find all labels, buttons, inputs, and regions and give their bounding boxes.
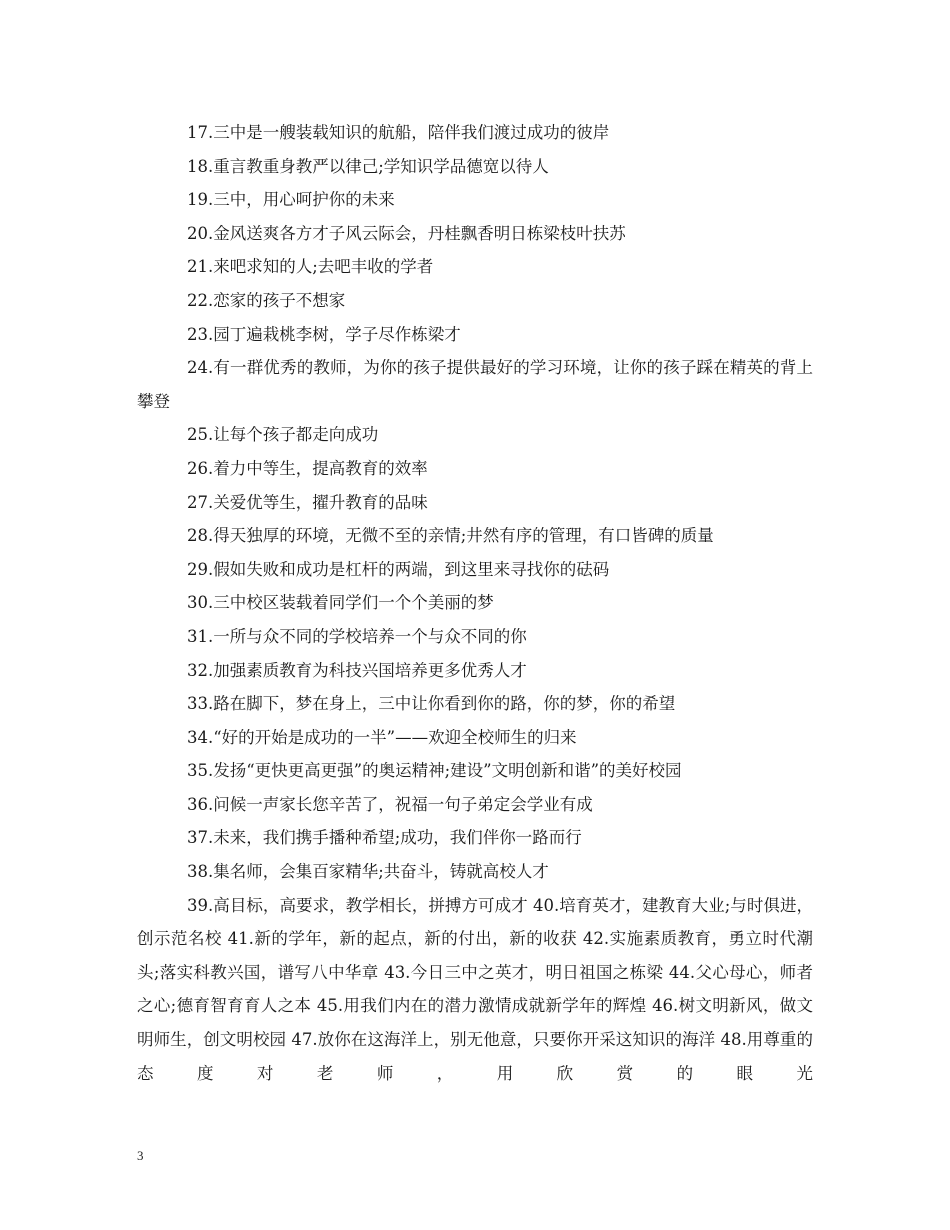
- slogan-item-17: 17.三中是一艘装载知识的航船，陪伴我们渡过成功的彼岸: [187, 123, 610, 142]
- slogan-item-21: 21.来吧求知的人;去吧丰收的学者: [187, 257, 434, 277]
- slogan-item-31: 31.一所与众不同的学校培养一个与众不同的你: [187, 626, 527, 646]
- slogan-item-30: 30.三中校区装载着同学们一个个美丽的梦: [187, 593, 494, 613]
- slogan-item-36: 36.问候一声家长您辛苦了，祝福一句子弟定会学业有成: [187, 794, 593, 814]
- slogan-item-34: 34.“好的开始是成功的一半”——欢迎全校师生的归来: [187, 727, 577, 747]
- slogan-item-24: 24.有一群优秀的教师，为你的孩子提供最好的学习环境，让你的孩子踩在精英的背上攀登: [137, 358, 813, 411]
- slogan-item-35: 35.发扬“更快更高更强”的奥运精神;建设”文明创新和谐”的美好校园: [187, 761, 682, 781]
- slogan-item-27: 27.关爱优等生，擢升教育的品味: [187, 492, 428, 512]
- slogan-item-25: 25.让每个孩子都走向成功: [187, 425, 379, 445]
- slogan-item-32: 32.加强素质教育为科技兴国培养更多优秀人才: [187, 660, 527, 680]
- slogan-item-23: 23.园丁遍栽桃李树，学子尽作栋梁才: [187, 324, 461, 344]
- slogan-item-38: 38.集名师，会集百家精华;共奋斗，铸就高校人才: [187, 862, 549, 882]
- slogan-item-33: 33.路在脚下，梦在身上，三中让你看到你的路，你的梦，你的希望: [187, 694, 676, 714]
- slogan-item-22: 22.恋家的孩子不想家: [187, 290, 346, 310]
- slogan-item-26: 26.着力中等生，提高教育的效率: [187, 458, 428, 478]
- slogan-items-39-48: 39.高目标，高要求，教学相长，拼搏方可成才 40.培育英才，建教育大业;与时俱进，创示范名校 41.新的学年，新的起点，新的付出，新的收获 42.实施素质教育，勇立时代潮头;落实科教兴国，谱写八中华章 43.今日三中之英才，明日祖国之栋梁 44.父心母心，师者之心;德育智育育人之本 45.用我们内在的潜力激情成就新学年的辉煌 46.树文明新风，做文明师生，创文明校园 47.放你在这海洋上，别无他意，只要你开采这知识的海洋 48.用尊重的态度对老师，用欣赏的眼光: [137, 895, 813, 1083]
- slogan-item-19: 19.三中，用心呵护你的未来: [187, 190, 395, 210]
- slogan-item-20: 20.金风送爽各方才子风云际会，丹桂飘香明日栋梁枝叶扶苏: [187, 223, 626, 243]
- slogan-item-18: 18.重言教重身教严以律己;学知识学品德宽以待人: [187, 156, 549, 176]
- slogan-item-29: 29.假如失败和成功是杠杆的两端，到这里来寻找你的砝码: [187, 559, 610, 579]
- slogan-item-37: 37.未来，我们携手播种希望;成功，我们伴你一路而行: [187, 828, 582, 848]
- page-number: 3: [137, 1148, 144, 1163]
- document-body: [137, 116, 813, 1090]
- slogan-item-28: 28.得天独厚的环境，无微不至的亲情;井然有序的管理，有口皆碑的质量: [187, 526, 714, 546]
